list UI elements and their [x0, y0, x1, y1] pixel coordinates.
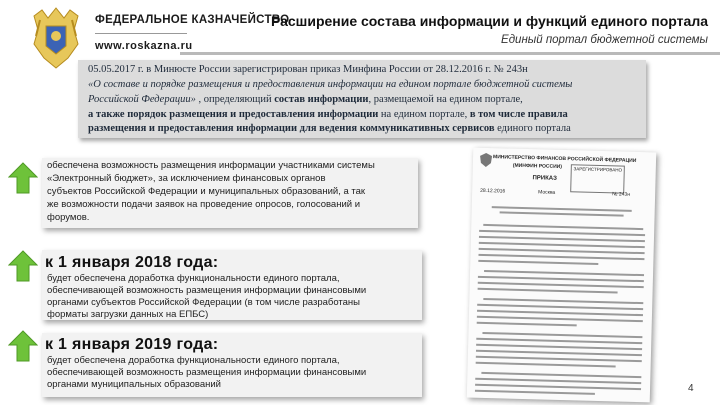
- text-line: [476, 344, 642, 350]
- intro-line-4: [88, 108, 642, 123]
- text-line: [479, 242, 645, 248]
- intro-line-3-rest: , определяющий: [195, 94, 275, 105]
- header-separator: [180, 52, 720, 55]
- text-line: [477, 316, 643, 322]
- panel-2-line: форматы загрузки данных на ЕПБС): [47, 309, 209, 320]
- treasury-emblem-icon: [28, 6, 84, 70]
- panel-3-line: обеспечивающей возможность размещения информации финансовыми: [47, 367, 367, 378]
- intro-box: [78, 60, 646, 138]
- panel-3-line: будет обеспечена доработка функциональности единого портала,: [47, 355, 340, 366]
- document-ministry: МИНИСТЕРСТВО ФИНАНСОВ РОССИЙСКОЙ ФЕДЕРАЦИИ: [492, 154, 637, 164]
- text-line: [481, 372, 641, 378]
- panel-1-line: форумов.: [47, 212, 90, 223]
- intro-line-4-c: в том числе правила: [469, 109, 568, 120]
- slide-title: Расширение состава информации и функций единого портала: [270, 13, 708, 29]
- intro-line-1: 05.05.2017 г. в Минюсте России зарегистрирован приказ Минфина России от 28.12.2016 г. № 243н: [88, 64, 528, 75]
- intro-line-3-italic: Российской Федерации»: [88, 94, 196, 105]
- header-rule: [95, 33, 187, 34]
- intro-line-3-end: , размещаемой на едином портале,: [368, 94, 523, 105]
- panel-2-line: обеспечивающей возможность размещения информации финансовыми: [47, 285, 367, 296]
- intro-line-5-b: единого портала: [494, 123, 571, 134]
- panel-1-line: обеспечена возможность размещения информации участниками системы: [47, 160, 375, 171]
- up-arrow-icon: [8, 162, 38, 194]
- text-line: [477, 310, 643, 316]
- intro-line-4-a: а также порядок размещения и предоставления информации: [88, 109, 379, 120]
- panel-2-line: будет обеспечена доработка функциональности единого портала,: [47, 273, 340, 284]
- text-line: [478, 260, 598, 265]
- text-line: [484, 270, 644, 276]
- panel-3-heading: к 1 января 2019 года:: [45, 336, 219, 353]
- text-line: [477, 304, 643, 310]
- text-line: [477, 322, 577, 327]
- document-date: 28.12.2016: [480, 187, 506, 195]
- registration-stamp: [570, 164, 625, 193]
- order-document-image: [467, 148, 656, 403]
- text-line: [483, 224, 643, 230]
- intro-line-2: «О составе и порядке размещения и предоставления информации на едином портале бюджетной системы: [88, 79, 573, 90]
- document-type: ПРИКАЗ: [532, 175, 557, 182]
- panel-1-line: же возможности подачи заявок на проведение опросов, голосований и: [47, 199, 361, 210]
- intro-line-4-b: на едином портале,: [378, 109, 470, 120]
- text-line: [476, 362, 616, 368]
- intro-line-3-bold: состав информации: [274, 94, 369, 105]
- org-site-link[interactable]: www.roskazna.ru: [95, 40, 193, 52]
- document-ministry-short: (МИНФИН РОССИИ): [512, 162, 563, 170]
- text-line: [475, 384, 641, 390]
- text-line: [482, 332, 642, 338]
- intro-line-5-a: размещения и предоставления информации для ведения коммуникативных сервисов: [88, 123, 495, 134]
- panel-2-heading: к 1 января 2018 года:: [45, 254, 219, 271]
- text-line: [476, 350, 642, 356]
- text-line: [479, 248, 645, 254]
- slide-subtitle: Единый портал бюджетной системы: [501, 34, 708, 46]
- intro-line-3: [88, 93, 642, 108]
- org-name: ФЕДЕРАЛЬНОЕ КАЗНАЧЕЙСТВО: [95, 14, 290, 26]
- text-line: [483, 298, 643, 304]
- text-line: [475, 378, 641, 384]
- intro-line-5: [88, 122, 642, 137]
- text-line: [476, 356, 642, 362]
- text-line: [475, 390, 595, 395]
- up-arrow-icon: [8, 250, 38, 282]
- up-arrow-icon: [8, 330, 38, 362]
- stamp-label: ЗАРЕГИСТРИРОВАНО: [573, 166, 623, 173]
- text-line: [478, 282, 644, 288]
- info-panel-1: [42, 158, 418, 228]
- panel-2-line: органами субъектов Российской Федерации (в том числе разработаны: [47, 297, 361, 308]
- info-panel-2: [42, 250, 422, 320]
- text-line: [479, 236, 645, 242]
- document-emblem-icon: [479, 152, 493, 168]
- text-line: [500, 211, 624, 216]
- panel-1-line: «Электронный бюджет», за исключением финансовых органов: [47, 173, 326, 184]
- panel-1-line: субъектов Российской Федерации и муниципальных образований, а так: [47, 186, 366, 197]
- text-line: [476, 338, 642, 344]
- text-line: [478, 254, 644, 260]
- text-line: [478, 288, 618, 294]
- page-number: 4: [688, 383, 694, 394]
- text-line: [479, 230, 645, 236]
- info-panel-3: [42, 333, 422, 397]
- panel-3-line: органами муниципальных образований: [47, 379, 221, 390]
- text-line: [478, 276, 644, 282]
- document-number: № 243н: [612, 191, 631, 198]
- document-city: Москва: [538, 189, 556, 196]
